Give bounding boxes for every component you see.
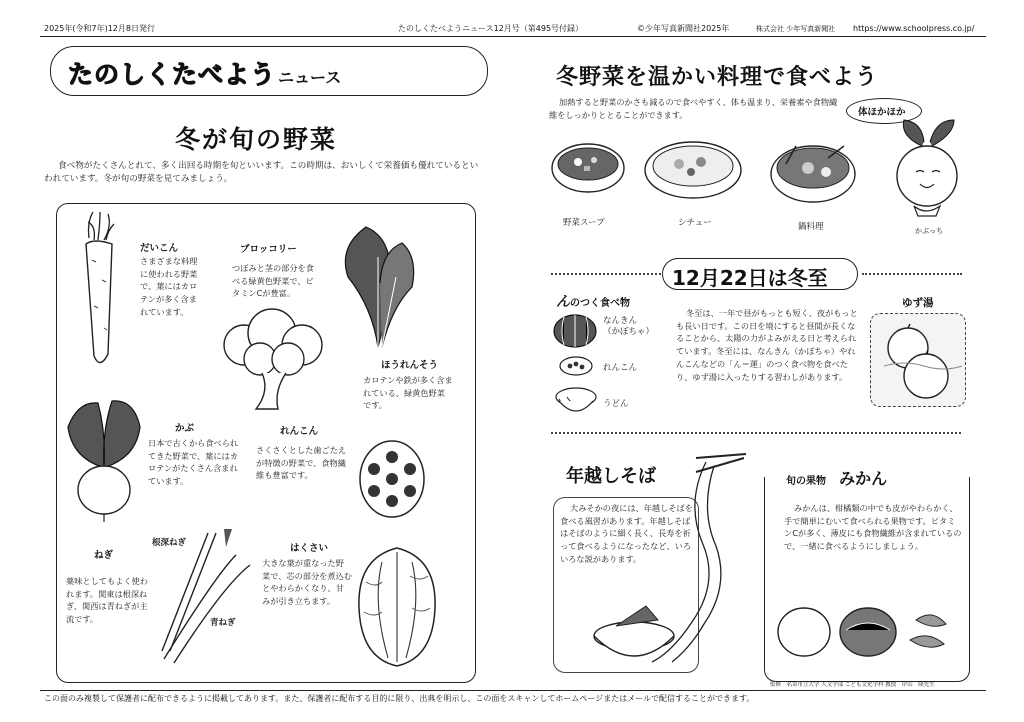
daikon-illustration xyxy=(68,210,138,370)
toji-divider-left xyxy=(551,273,661,275)
soba-divider xyxy=(551,432,961,434)
food-kabocha: なんきん （かぼちゃ） xyxy=(603,316,655,338)
logo-main: たのしくたべよう xyxy=(68,60,277,89)
broccoli-illustration xyxy=(214,305,334,415)
mascot-name: かぶっち xyxy=(915,227,943,235)
kabu-name: かぶ xyxy=(175,423,195,434)
warm-text: 加熱すると野菜のかさも減るので食べやすく、体も温まり、栄養素や食物繊維をしっかりととることができます。 xyxy=(549,97,838,120)
kabu-illustration xyxy=(64,395,144,525)
soba-title: 年越しそば xyxy=(566,466,656,487)
broccoli-text: つぼみと茎の部分を食べる緑黄色野菜で、ビタミンCが豊富。 xyxy=(232,263,314,299)
yuzu-title: ゆず湯 xyxy=(902,297,934,309)
mikan-illustration xyxy=(774,600,964,666)
issue-date: 2025年(令和7年)12月8日発行 xyxy=(44,24,155,33)
intro-text: 食べ物がたくさんとれて、多く出回る時期を旬といいます。この時期は、おいしくて栄養価も優れているといわれています。冬が旬の野菜を見てみましょう。 xyxy=(44,161,479,185)
toji-title: 12月22日は冬至 xyxy=(672,266,828,290)
renkon-text: さくさくとした歯ごたえが特徴の野菜で、食物繊維も豊富です。 xyxy=(256,445,347,481)
n-heading-n: ん xyxy=(556,294,570,310)
supervisor: 監修 名寄市立大学 人文学部 こども文化学科 教授 岸山 隆先生 xyxy=(770,682,935,688)
n-heading-rest: のつく食べ物 xyxy=(570,298,630,309)
toji-divider-right xyxy=(862,273,962,275)
soba-text: 大みそかの夜には、年越しそばを食べる風習があります。年越しそばはそばのように細く長く、長寿を祈って食べるようになったなど、いろいろな説があります。 xyxy=(560,503,693,564)
mikan-text: みかんは、柑橘類の中でも皮がやわらかく、手で簡単にむいて食べられる果物です。ビタミンCが多く、薄皮にも食物繊維が含まれているので、一緒に食べるようにしましょう。 xyxy=(784,503,962,552)
warm-title: 冬野菜を温かい料理で食べよう xyxy=(556,65,879,90)
udon-icon xyxy=(553,385,599,415)
copyright: ©少年写真新聞社2025年 xyxy=(637,24,730,33)
publisher-url[interactable]: https://www.schoolpress.co.jp/ xyxy=(853,24,975,33)
aonegi-label: 青ねぎ xyxy=(210,618,236,628)
broccoli-name: ブロッコリー xyxy=(240,244,297,255)
dish-soup-label: 野菜スープ xyxy=(563,218,605,228)
spinach-text: カロテンや鉄が多く含まれている、緑黄色野菜です。 xyxy=(363,375,453,411)
n-heading xyxy=(556,291,630,311)
dish-stew-label: シチュー xyxy=(678,218,712,228)
renkon-name: れんこん xyxy=(280,426,319,437)
dish-hotpot-label: 鍋料理 xyxy=(798,222,824,232)
hakusai-text: 大きな葉が重なった野菜で、芯の部分を煮込むとやわらかくなり、甘みが引き立ちます。 xyxy=(262,558,352,607)
daikon-name: だいこん xyxy=(140,243,179,254)
logo-sub: ニュース xyxy=(278,68,342,87)
logo-text xyxy=(68,55,341,91)
vegetable-soup-icon xyxy=(548,140,628,200)
page-title: 冬が旬の野菜 xyxy=(175,125,338,154)
spinach-name: ほうれんそう xyxy=(381,360,439,371)
yuzu-illustration xyxy=(874,318,964,406)
header-rule xyxy=(40,36,986,37)
negi-illustration xyxy=(140,525,270,665)
hotpot-icon xyxy=(768,138,858,204)
food-renkon: れんこん xyxy=(603,363,638,373)
negi-name: ねぎ xyxy=(94,550,114,561)
stew-icon xyxy=(643,140,743,202)
nebukanegi-label: 根深ねぎ xyxy=(152,538,187,548)
hakusai-illustration xyxy=(352,542,442,672)
mikan-label-small: 旬の果物 xyxy=(786,476,826,487)
spinach-illustration xyxy=(338,222,418,352)
soba-chopsticks-illustration xyxy=(556,448,746,668)
warm-bubble-text: 体ほかほか xyxy=(858,107,906,118)
issue-title: たのしくたべようニュース12月号（第495号付録） xyxy=(398,24,584,33)
hakusai-name: はくさい xyxy=(290,543,329,554)
toji-text: 冬至は、一年で昼がもっとも短く、夜がもっとも長い日です。この日を境にすると昼間が長くなることから、太陽の力がよみがえる日と考えられています。冬至には、なんきん（かぼちゃ）やれんこんなどの「ん＝運」のつく食べ物を食べたり、ゆず湯に入ったりする習わしがあります。 xyxy=(676,308,858,382)
footer-note: この面のみ複製して保護者に配布できるように掲載してあります。また、保護者に配布する目的に限り、出典を明示し、この面をスキャンしてホームページまたはメールで配信することができます。 xyxy=(44,694,755,703)
renkon-small-icon xyxy=(556,354,596,378)
renkon-illustration xyxy=(352,435,432,525)
kabu-text: 日本で古くから食べられてきた野菜で、葉にはカロテンがたくさん含まれています。 xyxy=(148,438,239,487)
daikon-text: さまざまな料理に使われる野菜で、葉にはカロテンが多く含まれています。 xyxy=(140,256,198,317)
mikan-label-big: みかん xyxy=(839,469,888,488)
food-udon: うどん xyxy=(603,399,629,409)
kabu-mascot xyxy=(892,120,962,220)
publisher: 株式会社 少年写真新聞社 xyxy=(756,25,836,33)
footer-rule xyxy=(40,690,986,691)
kabocha-icon xyxy=(552,311,598,349)
negi-text: 薬味としてもよく使われます。関東は根深ねぎ、関西は青ねぎが主流です。 xyxy=(66,576,148,625)
